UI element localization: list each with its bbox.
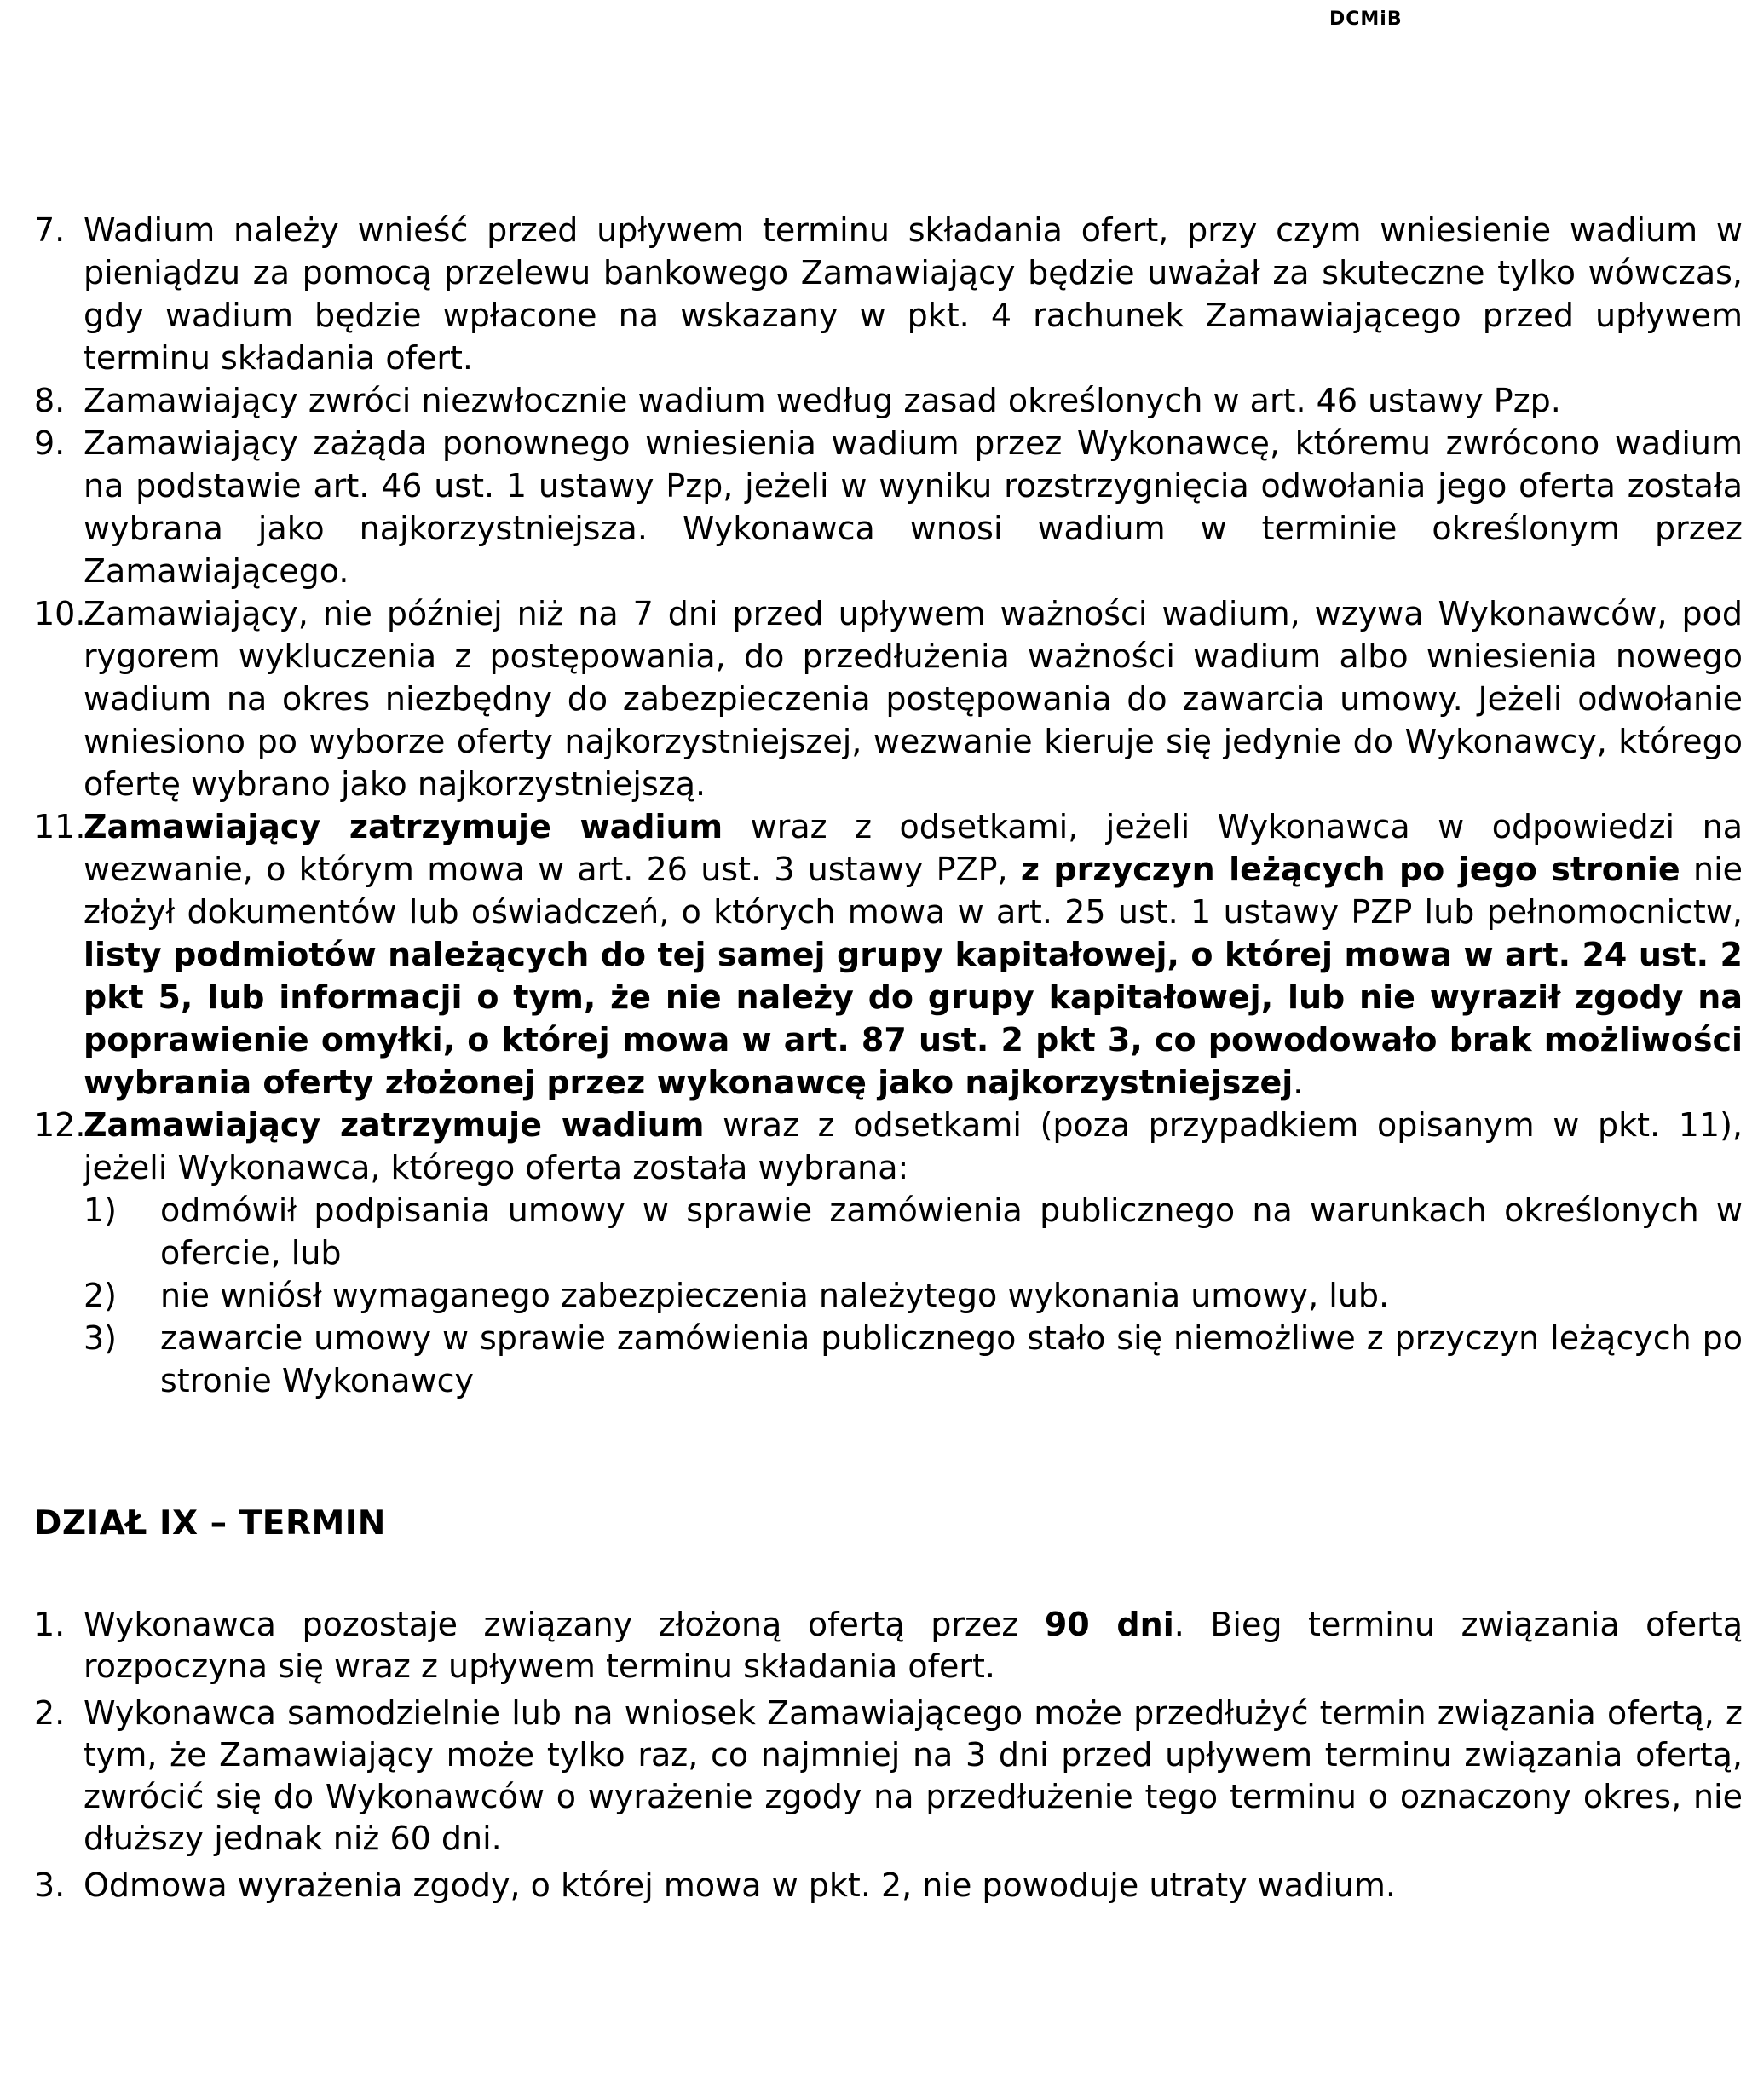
list-item-1 bbox=[34, 1604, 1743, 1688]
sub-item-2 bbox=[84, 1274, 1743, 1317]
item-bold-text: Zamawiający zatrzymuje wadium bbox=[84, 1106, 705, 1144]
sub-item-number: 1) bbox=[84, 1191, 118, 1229]
item-number: 8. bbox=[34, 382, 66, 419]
item-number: 3. bbox=[34, 1866, 66, 1904]
document-body bbox=[34, 209, 1743, 1907]
item-bold-text: 90 dni bbox=[1044, 1606, 1174, 1643]
item-text: Zamawiający zwróci niezwłocznie wadium według zasad określonych w art. 46 ustawy Pzp. bbox=[84, 382, 1561, 419]
sub-item-text: zawarcie umowy w sprawie zamówienia publicznego stało się niemożliwe z przyczyn leżących po stronie Wykonawcy bbox=[160, 1319, 1743, 1399]
item-text: wraz z odsetkami, jeżeli Wykonawca w odpowiedzi na wezwanie, o którym mowa w art. 26 ust. 3 ustawy PZP, bbox=[84, 808, 1743, 888]
list-item-10 bbox=[34, 592, 1743, 805]
item-text: Odmowa wyrażenia zgody, o której mowa w pkt. 2, nie powoduje utraty wadium. bbox=[84, 1866, 1396, 1904]
item-number: 12. bbox=[34, 1106, 86, 1144]
item-number: 9. bbox=[34, 424, 66, 462]
header-mark: DCMiB bbox=[1329, 9, 1403, 30]
sub-list bbox=[84, 1189, 1743, 1402]
section-body bbox=[34, 1604, 1743, 1907]
list-item-2 bbox=[34, 1693, 1743, 1860]
item-number: 10. bbox=[34, 595, 86, 632]
section-title: DZIAŁ IX – TERMIN bbox=[34, 1504, 386, 1543]
item-text: Zamawiający zażąda ponownego wniesienia wadium przez Wykonawcę, któremu zwrócono wadium na podstawie art. 46 ust. 1 ustawy Pzp, jeżeli w wyniku rozstrzygnięcia odwołania jego oferta została wybrana jako najkorzystniejsza. Wykonawca wnosi wadium w terminie określonym przez Zamawiającego. bbox=[84, 424, 1743, 590]
item-number: 7. bbox=[34, 211, 66, 249]
item-text: nie złożył dokumentów lub oświadczeń, o których mowa w art. 25 ust. 1 ustawy PZP lub pełnomocnictw, bbox=[84, 851, 1743, 931]
item-number: 1. bbox=[34, 1606, 66, 1643]
list-item-12 bbox=[34, 1104, 1743, 1402]
item-text: Wykonawca pozostaje związany złożoną ofertą przez bbox=[84, 1606, 1045, 1643]
item-number: 11. bbox=[34, 808, 86, 845]
item-bold-text: z przyczyn leżących po jego stronie bbox=[1020, 851, 1680, 888]
item-text: . Bieg terminu związania ofertą rozpoczyna się wraz z upływem terminu składania ofert. bbox=[84, 1606, 1743, 1685]
sub-item-number: 3) bbox=[84, 1319, 118, 1357]
list-item-3 bbox=[34, 1865, 1743, 1907]
item-bold-text: listy podmiotów należących do tej samej grupy kapitałowej, o której mowa w art. 24 ust. 2 pkt 5, lub informacji o tym, że nie należy do grupy kapitałowej, lub nie wyraził zgody na poprawienie omyłki, o której mowa w art. 87 ust. 2 pkt 3, co powodowało brak możliwości wybrania oferty złożonej przez wykonawcę jako najkorzystniejszej bbox=[84, 936, 1743, 1101]
item-text: Wykonawca samodzielnie lub na wniosek Zamawiającego może przedłużyć termin związania ofertą, z tym, że Zamawiający może tylko raz, co najmniej na 3 dni przed upływem terminu związania ofertą, zwrócić się do Wykonawców o wyrażenie zgody na przedłużenie tego terminu o oznaczony okres, nie dłuższy jednak niż 60 dni. bbox=[84, 1694, 1743, 1857]
sub-item-3 bbox=[84, 1317, 1743, 1402]
list-item-11 bbox=[34, 805, 1743, 1104]
list-item-7 bbox=[34, 209, 1743, 379]
sub-item-text: nie wniósł wymaganego zabezpieczenia należytego wykonania umowy, lub. bbox=[160, 1277, 1390, 1314]
list-item-8 bbox=[34, 379, 1743, 422]
sub-item-text: odmówił podpisania umowy w sprawie zamówienia publicznego na warunkach określonych w ofercie, lub bbox=[160, 1191, 1743, 1272]
item-text: wraz z odsetkami (poza przypadkiem opisanym w pkt. 11), jeżeli Wykonawca, którego oferta została wybrana: bbox=[84, 1106, 1743, 1186]
item-bold-text: Zamawiający zatrzymuje wadium bbox=[84, 808, 723, 845]
sub-item-number: 2) bbox=[84, 1277, 118, 1314]
sub-item-1 bbox=[84, 1189, 1743, 1274]
item-text: Zamawiający, nie później niż na 7 dni przed upływem ważności wadium, wzywa Wykonawców, pod rygorem wykluczenia z postępowania, do przedłużenia ważności wadium albo wniesienia nowego wadium na okres niezbędny do zabezpieczenia postępowania do zawarcia umowy. Jeżeli odwołanie wniesiono po wyborze oferty najkorzystniejszej, wezwanie kieruje się jedynie do Wykonawcy, którego ofertę wybrano jako najkorzystniejszą. bbox=[84, 595, 1743, 803]
item-number: 2. bbox=[34, 1694, 66, 1732]
item-text: . bbox=[1293, 1064, 1304, 1101]
list-item-9 bbox=[34, 422, 1743, 592]
item-text: Wadium należy wnieść przed upływem terminu składania ofert, przy czym wniesienie wadium w pieniądzu za pomocą przelewu bankowego Zamawiający będzie uważał za skuteczne tylko wówczas, gdy wadium będzie wpłacone na wskazany w pkt. 4 rachunek Zamawiającego przed upływem terminu składania ofert. bbox=[84, 211, 1743, 377]
